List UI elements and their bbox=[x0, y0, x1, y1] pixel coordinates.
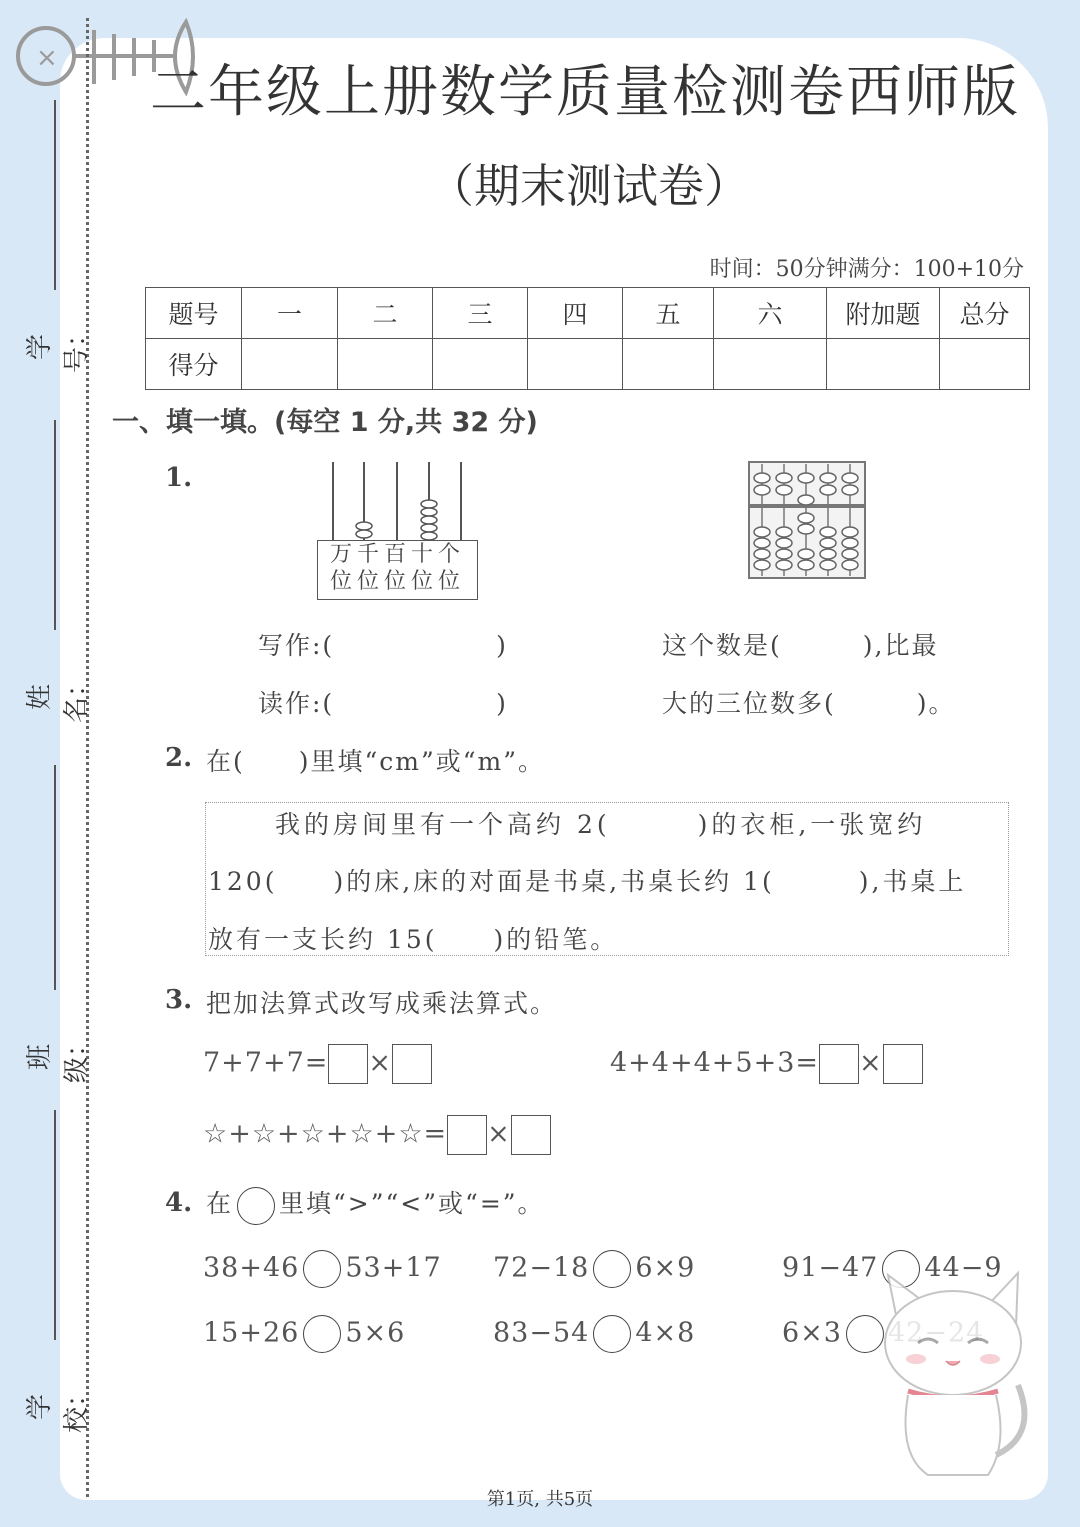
header-cell: 三 bbox=[433, 288, 528, 339]
page-footer: 第1页, 共5页 bbox=[486, 1489, 594, 1510]
compare-right: 44−9 bbox=[924, 1252, 1003, 1284]
q4-prompt bbox=[206, 1184, 545, 1225]
q2-passage-line-1: 我的房间里有一个高约 2( )的衣柜,一张宽约 bbox=[275, 810, 927, 839]
row-label-cell: 得分 bbox=[146, 339, 242, 390]
place-wan: 万 bbox=[329, 542, 357, 567]
answer-box[interactable] bbox=[447, 1115, 487, 1155]
compare-left: 72−18 bbox=[493, 1252, 590, 1284]
name-line bbox=[54, 420, 56, 630]
compare-left: 38+46 bbox=[203, 1252, 300, 1284]
class-label: 班级： bbox=[25, 1031, 92, 1084]
header-cell: 一 bbox=[242, 288, 338, 339]
compare-item bbox=[203, 1250, 442, 1288]
score-cell[interactable] bbox=[433, 339, 528, 390]
svg-text:×: × bbox=[36, 43, 58, 73]
q4-prompt-post: 里填“>”“<”或“=”。 bbox=[279, 1189, 545, 1218]
place-bai: 百 bbox=[383, 542, 411, 567]
cat-decoration bbox=[868, 1265, 1038, 1485]
compare-left: 6×3 bbox=[782, 1317, 842, 1349]
question-2-number: 2. bbox=[165, 743, 193, 773]
answer-box[interactable] bbox=[819, 1044, 859, 1084]
q1-write-line: 写作:( ) bbox=[258, 631, 508, 660]
compare-circle[interactable] bbox=[593, 1315, 631, 1353]
answer-box[interactable] bbox=[883, 1044, 923, 1084]
score-cell[interactable] bbox=[242, 339, 338, 390]
unit: 位 bbox=[438, 569, 466, 594]
unit: 位 bbox=[411, 569, 439, 594]
q3-expression-1 bbox=[203, 1044, 432, 1084]
score-table bbox=[145, 287, 1030, 390]
compare-left: 83−54 bbox=[493, 1317, 590, 1349]
question-3-number: 3. bbox=[165, 985, 193, 1015]
q2-prompt: 在( )里填“cm”或“m”。 bbox=[206, 747, 546, 776]
q3-expression-2 bbox=[610, 1044, 923, 1084]
score-cell[interactable] bbox=[940, 339, 1030, 390]
header-cell: 题号 bbox=[146, 288, 242, 339]
abacus-counting-frame bbox=[317, 460, 477, 542]
q2-passage-line-2: 120( )的床,床的对面是书桌,书桌长约 1( ),书桌上 bbox=[208, 867, 967, 896]
compare-right: 5×6 bbox=[345, 1317, 406, 1349]
student-id-label: 学号： bbox=[25, 321, 92, 374]
unit: 位 bbox=[329, 569, 357, 594]
compare-circle[interactable] bbox=[303, 1315, 341, 1353]
q3-prompt: 把加法算式改写成乘法算式。 bbox=[206, 989, 558, 1018]
exam-meta: 时间：50分钟满分：100+10分 bbox=[709, 257, 1024, 282]
score-cell[interactable] bbox=[623, 339, 714, 390]
score-table-score-row bbox=[146, 339, 1030, 390]
compare-right: 53+17 bbox=[345, 1252, 442, 1284]
compare-item bbox=[493, 1315, 695, 1353]
compare-left: 91−47 bbox=[782, 1252, 879, 1284]
q3-expression-3 bbox=[203, 1115, 551, 1155]
q4-prompt-pre: 在 bbox=[206, 1189, 234, 1218]
compare-circle[interactable] bbox=[593, 1250, 631, 1288]
question-4-number: 4. bbox=[165, 1188, 193, 1218]
q3-expr2-text: 4+4+4+5+3= bbox=[610, 1047, 820, 1079]
answer-box[interactable] bbox=[511, 1115, 551, 1155]
header-cell: 六 bbox=[714, 288, 827, 339]
header-cell: 附加题 bbox=[827, 288, 940, 339]
unit: 位 bbox=[356, 569, 384, 594]
section-1-title: 一、填一填。(每空 1 分,共 32 分) bbox=[112, 407, 538, 438]
student-id-line bbox=[54, 100, 56, 290]
abacus-unit-row bbox=[318, 568, 477, 595]
q2-passage-line-3: 放有一支长约 15( )的铅笔。 bbox=[208, 925, 619, 954]
binding-dashed-line bbox=[86, 18, 89, 1497]
q1-right-line-2: 大的三位数多( )。 bbox=[662, 689, 956, 718]
q1-right-line-1: 这个数是( ),比最 bbox=[662, 631, 939, 660]
page-title: 二年级上册数学质量检测卷西师版 bbox=[150, 60, 1020, 125]
abacus-place-names bbox=[318, 541, 477, 568]
score-cell[interactable] bbox=[827, 339, 940, 390]
score-table-header-row bbox=[146, 288, 1030, 339]
header-cell: 二 bbox=[338, 288, 433, 339]
q3-expr3-text: ☆+☆+☆+☆+☆= bbox=[203, 1118, 448, 1150]
times-sign: × bbox=[368, 1047, 393, 1079]
class-line bbox=[54, 765, 56, 990]
circle-icon bbox=[237, 1187, 275, 1225]
suanpan-abacus bbox=[748, 460, 866, 582]
times-sign: × bbox=[859, 1047, 883, 1079]
compare-circle[interactable] bbox=[303, 1250, 341, 1288]
school-label: 学校： bbox=[25, 1381, 92, 1434]
score-cell[interactable] bbox=[714, 339, 827, 390]
place-ge: 个 bbox=[438, 542, 466, 567]
compare-item bbox=[493, 1250, 695, 1288]
compare-right: 6×9 bbox=[635, 1252, 696, 1284]
answer-box[interactable] bbox=[328, 1044, 368, 1084]
compare-item bbox=[203, 1315, 405, 1353]
place-qian: 千 bbox=[356, 542, 384, 567]
compare-right: 4×8 bbox=[635, 1317, 696, 1349]
school-line bbox=[54, 1110, 56, 1340]
header-cell: 总分 bbox=[940, 288, 1030, 339]
place-shi: 十 bbox=[411, 542, 439, 567]
abacus-place-labels bbox=[317, 540, 478, 600]
q1-read-line: 读作:( ) bbox=[258, 689, 508, 718]
answer-box[interactable] bbox=[392, 1044, 432, 1084]
q3-expr1-text: 7+7+7= bbox=[203, 1047, 329, 1079]
question-1-number: 1. bbox=[165, 463, 193, 493]
times-sign: × bbox=[487, 1118, 511, 1150]
header-cell: 五 bbox=[623, 288, 714, 339]
score-cell[interactable] bbox=[338, 339, 433, 390]
page-subtitle: （期末测试卷） bbox=[428, 159, 750, 213]
compare-left: 15+26 bbox=[203, 1317, 300, 1349]
score-cell[interactable] bbox=[528, 339, 623, 390]
name-label: 姓名： bbox=[25, 671, 92, 724]
unit: 位 bbox=[383, 569, 411, 594]
header-cell: 四 bbox=[528, 288, 623, 339]
